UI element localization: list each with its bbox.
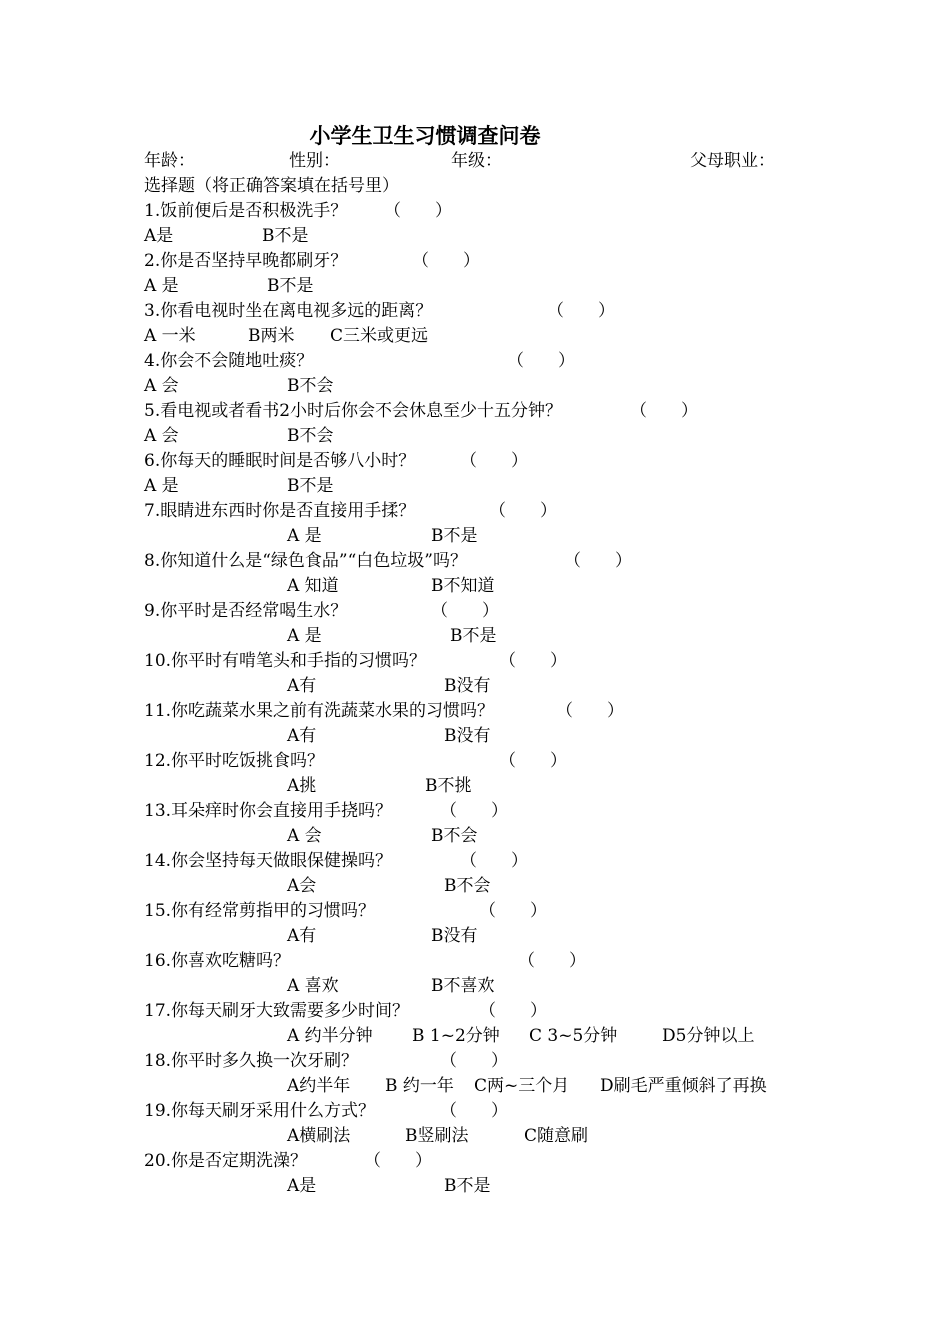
question-item xyxy=(144,649,924,699)
question-item xyxy=(144,199,924,249)
question-line xyxy=(144,299,924,324)
question-text: 19.你每天刷牙采用什么方式？ xyxy=(144,1101,376,1121)
question-item xyxy=(144,349,924,399)
answer-bracket[interactable]: （ ） xyxy=(440,801,508,821)
options-line xyxy=(144,1074,924,1099)
question-item xyxy=(144,1049,924,1099)
options-line xyxy=(144,1024,924,1049)
options-line xyxy=(144,424,924,449)
question-item xyxy=(144,399,924,449)
question-text: 7.眼睛进东西时你是否直接用手揉？ xyxy=(144,501,416,521)
answer-option: B 1~2分钟 xyxy=(412,1026,500,1046)
question-text: 16.你喜欢吃糖吗？ xyxy=(144,951,291,971)
answer-option: B不是 xyxy=(262,226,309,246)
answer-option: A 约半分钟 xyxy=(287,1026,373,1046)
question-item xyxy=(144,449,924,499)
answer-bracket[interactable]: （ ） xyxy=(630,401,698,421)
answer-bracket[interactable]: （ ） xyxy=(547,301,615,321)
answer-bracket[interactable]: （ ） xyxy=(460,451,528,471)
answer-option: B不喜欢 xyxy=(431,976,495,996)
answer-bracket[interactable]: （ ） xyxy=(499,651,567,671)
options-line xyxy=(144,924,924,949)
question-line xyxy=(144,849,924,874)
question-line xyxy=(144,199,924,224)
question-line xyxy=(144,749,924,774)
question-line xyxy=(144,449,924,474)
instruction-text: 选择题（将正确答案填在括号里） xyxy=(144,176,399,196)
question-text: 13.耳朵痒时你会直接用手挠吗？ xyxy=(144,801,393,821)
answer-bracket[interactable]: （ ） xyxy=(440,1101,508,1121)
answer-option: A 是 xyxy=(287,526,322,546)
answer-option: A有 xyxy=(287,926,317,946)
answer-option: C两~三个月 xyxy=(474,1076,570,1096)
question-item xyxy=(144,799,924,849)
answer-bracket[interactable]: （ ） xyxy=(564,551,632,571)
question-text: 1.饭前便后是否积极洗手？ xyxy=(144,201,348,221)
question-item xyxy=(144,1099,924,1149)
options-line xyxy=(144,724,924,749)
answer-option: A会 xyxy=(287,876,317,896)
question-line xyxy=(144,1149,924,1174)
gender-field-label: 性别： xyxy=(289,151,340,171)
answer-bracket[interactable]: （ ） xyxy=(489,501,557,521)
question-line xyxy=(144,999,924,1024)
answer-option: B不会 xyxy=(287,376,334,396)
question-item xyxy=(144,599,924,649)
question-line xyxy=(144,799,924,824)
question-text: 3.你看电视时坐在离电视多远的距离？ xyxy=(144,301,433,321)
answer-bracket[interactable]: （ ） xyxy=(518,951,586,971)
answer-option: B不会 xyxy=(431,826,478,846)
answer-option: A有 xyxy=(287,676,317,696)
answer-option: B没有 xyxy=(444,676,491,696)
question-line xyxy=(144,1049,924,1074)
question-line xyxy=(144,699,924,724)
question-text: 8.你知道什么是“绿色食品”“白色垃圾”吗？ xyxy=(144,551,467,571)
question-item xyxy=(144,749,924,799)
options-line xyxy=(144,1174,924,1199)
answer-option: A 会 xyxy=(144,376,179,396)
question-text: 9.你平时是否经常喝生水？ xyxy=(144,601,348,621)
question-text: 5.看电视或者看书2小时后你会不会休息至少十五分钟？ xyxy=(144,401,563,421)
answer-bracket[interactable]: （ ） xyxy=(507,351,575,371)
answer-option: B不是 xyxy=(287,476,334,496)
question-text: 15.你有经常剪指甲的习惯吗？ xyxy=(144,901,376,921)
answer-bracket[interactable]: （ ） xyxy=(499,751,567,771)
answer-option: B没有 xyxy=(431,926,478,946)
answer-bracket[interactable]: （ ） xyxy=(479,901,547,921)
answer-option: B不挑 xyxy=(425,776,472,796)
answer-option: C三米或更远 xyxy=(330,326,429,346)
question-item xyxy=(144,549,924,599)
question-item xyxy=(144,249,924,299)
answer-option: A有 xyxy=(287,726,317,746)
question-line xyxy=(144,899,924,924)
question-item xyxy=(144,849,924,899)
question-text: 14.你会坚持每天做眼保健操吗？ xyxy=(144,851,393,871)
answer-option: A挑 xyxy=(287,776,317,796)
question-text: 4.你会不会随地吐痰？ xyxy=(144,351,314,371)
question-line xyxy=(144,399,924,424)
options-line xyxy=(144,574,924,599)
question-item xyxy=(144,699,924,749)
respondent-info-row xyxy=(0,149,950,174)
question-item xyxy=(144,999,924,1049)
answer-option: A是 xyxy=(287,1176,317,1196)
answer-bracket[interactable]: （ ） xyxy=(384,201,452,221)
answer-option: B不知道 xyxy=(431,576,495,596)
question-text: 6.你每天的睡眠时间是否够八小时？ xyxy=(144,451,416,471)
question-text: 2.你是否坚持早晚都刷牙？ xyxy=(144,251,348,271)
options-line xyxy=(144,474,924,499)
answer-option: B没有 xyxy=(444,726,491,746)
answer-option: B竖刷法 xyxy=(405,1126,469,1146)
question-item xyxy=(144,1149,924,1199)
question-text: 10.你平时有啃笔头和手指的习惯吗？ xyxy=(144,651,427,671)
answer-option: B不会 xyxy=(444,876,491,896)
question-text: 11.你吃蔬菜水果之前有洗蔬菜水果的习惯吗？ xyxy=(144,701,495,721)
options-line xyxy=(144,774,924,799)
options-line xyxy=(144,324,924,349)
question-line xyxy=(144,949,924,974)
options-line xyxy=(144,224,924,249)
question-line xyxy=(144,499,924,524)
answer-option: A 知道 xyxy=(287,576,339,596)
answer-option: B两米 xyxy=(248,326,295,346)
question-line xyxy=(144,349,924,374)
parent-occupation-field-label: 父母职业： xyxy=(690,151,775,171)
answer-option: C 3~5分钟 xyxy=(529,1026,618,1046)
answer-bracket[interactable]: （ ） xyxy=(412,251,480,271)
answer-option: A 是 xyxy=(144,276,179,296)
options-line xyxy=(144,824,924,849)
answer-bracket[interactable]: （ ） xyxy=(440,1051,508,1071)
answer-option: C随意刷 xyxy=(524,1126,589,1146)
question-line xyxy=(144,649,924,674)
question-text: 12.你平时吃饭挑食吗？ xyxy=(144,751,325,771)
question-item xyxy=(144,299,924,349)
options-line xyxy=(144,374,924,399)
question-line xyxy=(144,249,924,274)
answer-bracket[interactable]: （ ） xyxy=(556,701,624,721)
answer-option: B不是 xyxy=(450,626,497,646)
answer-option: B不是 xyxy=(267,276,314,296)
question-line xyxy=(144,549,924,574)
answer-option: A 是 xyxy=(144,476,179,496)
document-title: 小学生卫生习惯调查问卷 xyxy=(309,123,541,148)
answer-option: D5分钟以上 xyxy=(662,1026,755,1046)
answer-option: A 会 xyxy=(287,826,322,846)
options-line xyxy=(144,674,924,699)
answer-option: A 会 xyxy=(144,426,179,446)
answer-option: A是 xyxy=(144,226,174,246)
answer-option: B不会 xyxy=(287,426,334,446)
question-item xyxy=(144,499,924,549)
options-line xyxy=(144,524,924,549)
answer-bracket[interactable]: （ ） xyxy=(460,851,528,871)
options-line xyxy=(144,274,924,299)
question-text: 18.你平时多久换一次牙刷？ xyxy=(144,1051,359,1071)
answer-bracket[interactable]: （ ） xyxy=(364,1151,432,1171)
options-line xyxy=(144,624,924,649)
question-item xyxy=(144,949,924,999)
answer-option: A约半年 xyxy=(287,1076,351,1096)
options-line xyxy=(144,874,924,899)
answer-option: B不是 xyxy=(431,526,478,546)
answer-option: B不是 xyxy=(444,1176,491,1196)
answer-option: A 喜欢 xyxy=(287,976,339,996)
answer-option: A横刷法 xyxy=(287,1126,351,1146)
answer-option: A 一米 xyxy=(144,326,196,346)
answer-bracket[interactable]: （ ） xyxy=(431,601,499,621)
answer-bracket[interactable]: （ ） xyxy=(479,1001,547,1021)
question-line xyxy=(144,1099,924,1124)
answer-option: A 是 xyxy=(287,626,322,646)
question-text: 17.你每天刷牙大致需要多少时间？ xyxy=(144,1001,410,1021)
age-field-label: 年龄： xyxy=(144,151,195,171)
question-item xyxy=(144,899,924,949)
question-line xyxy=(144,599,924,624)
answer-option: B 约一年 xyxy=(385,1076,454,1096)
answer-option: D刷毛严重倾斜了再换 xyxy=(600,1076,767,1096)
options-line xyxy=(144,974,924,999)
options-line xyxy=(144,1124,924,1149)
question-text: 20.你是否定期洗澡？ xyxy=(144,1151,308,1171)
grade-field-label: 年级： xyxy=(451,151,502,171)
